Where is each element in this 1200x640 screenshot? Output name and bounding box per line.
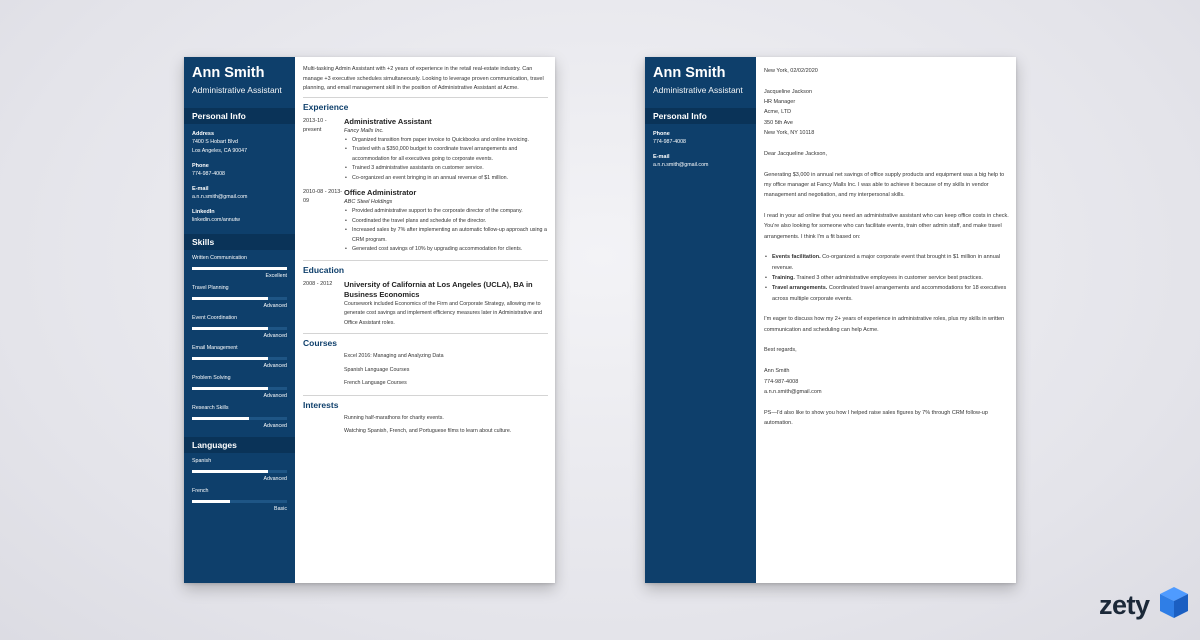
skill-bar-fill	[192, 327, 268, 330]
letter-ps: PS—I'd also like to show you how I helped raise sales figures by 7% through CRM follow-up automation.	[764, 409, 988, 426]
entry-title: University of California at Los Angeles (UCLA), BA in Business Economics	[344, 279, 533, 299]
skill-bar-fill	[192, 417, 249, 420]
languages-list	[184, 458, 295, 513]
skill-item	[184, 375, 295, 400]
skill-name: Spanish	[192, 458, 212, 464]
interest-item: Watching Spanish, French, and Portuguese films to learn about culture.	[344, 428, 512, 434]
skill-bar-fill	[192, 387, 268, 390]
experience-heading: Experience	[303, 97, 548, 112]
skill-bar	[192, 387, 287, 390]
skill-name: Research Skills	[192, 405, 229, 411]
skill-bar	[192, 417, 287, 420]
bullet-text: Co-organized a major corporate event that brought in $1 million in annual revenue.	[772, 254, 1001, 271]
skill-bar	[192, 327, 287, 330]
skill-level: Advanced	[263, 423, 287, 429]
skill-bar	[192, 297, 287, 300]
resume-sidebar	[184, 57, 295, 583]
education-heading: Education	[303, 260, 548, 275]
entry-date: 2008 - 2012	[303, 280, 333, 287]
letter-bullet	[772, 252, 1009, 273]
cover-role: Administrative Assistant	[653, 85, 743, 95]
skill-name: Problem Solving	[192, 375, 231, 381]
entry-desc: Coursework included Economics of the Firm and Corporate Strategy, allowing me to generate cost savings and implement efficiency measures later in Administrative and Office Assistant roles.	[344, 300, 543, 326]
interests-heading: Interests	[303, 395, 548, 410]
bullet-text: Trained 3 other administrative employees in customer service best practices.	[794, 274, 983, 281]
bullet-lead: Travel arrangements.	[772, 285, 828, 292]
info-value: 7400 S Hobart Blvd	[192, 139, 238, 145]
skill-bar-fill	[192, 500, 230, 503]
skill-name: Written Communication	[192, 255, 247, 261]
skill-item	[184, 345, 295, 370]
personal-info-heading: Personal Info	[184, 108, 295, 124]
skills-list	[184, 255, 295, 430]
bullet-lead: Events facilitation.	[772, 254, 821, 261]
resume-summary: Multi-tasking Admin Assistant with +2 years of experience in the retail real-estate industry. Can manage +3 executive schedules simultaneously. Looking to leverage proven communication, travel planning, and email management skill in the position of Administrative Assistant at Acme.	[303, 66, 544, 91]
recipient-line: New York, NY 10118	[764, 129, 815, 136]
skill-level: Advanced	[263, 476, 287, 482]
letter-greeting: Dear Jacqueline Jackson,	[764, 150, 827, 157]
skill-level: Basic	[274, 506, 287, 512]
skill-item	[184, 488, 295, 513]
recipient-line: Jacqueline Jackson	[764, 88, 813, 95]
bullet-lead: Training.	[772, 274, 795, 281]
courses-heading: Courses	[303, 333, 548, 348]
signature-line: a.n.n.smith@gmail.com	[764, 388, 822, 395]
bullet: • Increased sales by 7% after implementing an automatic follow-up approach using a CRM program.	[352, 226, 548, 245]
skill-item	[184, 285, 295, 310]
resume-role: Administrative Assistant	[192, 85, 282, 95]
skill-item	[184, 255, 295, 280]
course-item: Excel 2016: Managing and Analyzing Data	[344, 353, 444, 359]
recipient-line: 350 5th Ave	[764, 119, 793, 126]
resume-name: Ann Smith	[192, 65, 265, 81]
skill-item	[184, 458, 295, 483]
letter-bullet	[772, 273, 1009, 283]
interest-item: Running half-marathons for charity events.	[344, 414, 444, 421]
skill-bar-fill	[192, 357, 268, 360]
bullet: • Organized transition from paper invoice to Quickbooks and online invoicing.	[352, 136, 548, 146]
course-item: French Language Courses	[344, 380, 407, 386]
info-value: Los Angeles, CA 90047	[192, 148, 248, 154]
letter-closing: Best regards,	[764, 347, 797, 354]
skill-bar-fill	[192, 297, 268, 300]
recipient-line: Acme, LTD	[764, 109, 792, 116]
signature-line: 774-987-4008	[764, 378, 799, 385]
info-value: linkedin.com/annutw	[192, 217, 240, 223]
letter-bullet	[772, 283, 1009, 304]
entry-org: Fancy Malls Inc.	[344, 127, 384, 134]
info-label: LinkedIn	[192, 209, 215, 215]
info-value: a.n.n.smith@gmail.com	[192, 194, 248, 200]
skill-level: Advanced	[263, 363, 287, 369]
info-value: 774-987-4008	[192, 171, 225, 177]
experience-entry	[303, 188, 548, 255]
bullet: • Provided administrative support to the corporate director of the company.	[352, 207, 548, 217]
info-value: a.n.n.smith@gmail.com	[653, 162, 709, 168]
info-label: Phone	[192, 163, 209, 169]
cube-icon	[1159, 586, 1189, 620]
skill-name: Travel Planning	[192, 285, 229, 291]
zety-logo	[1099, 586, 1189, 626]
experience-entry	[303, 117, 548, 184]
skill-bar	[192, 500, 287, 503]
personal-info-heading: Personal Info	[645, 108, 756, 124]
skill-level: Advanced	[263, 393, 287, 399]
course-item: Spanish Language Courses	[344, 366, 410, 373]
bullet: • Trusted with a $350,000 budget to coordinate travel arrangements and accommodation for all executives going to corporate events.	[352, 145, 548, 164]
info-label: Address	[192, 131, 215, 137]
resume-page	[184, 57, 555, 583]
languages-heading: Languages	[184, 437, 295, 453]
bullet: • Coordinated the travel plans and schedule of the director.	[352, 217, 548, 227]
info-label: E-mail	[192, 186, 209, 192]
skill-bar	[192, 357, 287, 360]
bullet: • Trained 3 administrative assistants on customer service.	[352, 164, 548, 174]
recipient-line: HR Manager	[764, 99, 796, 106]
info-label: E-mail	[653, 154, 670, 160]
cover-name: Ann Smith	[653, 65, 726, 81]
skill-level: Excellent	[265, 273, 287, 279]
skill-name: Event Coordination	[192, 315, 238, 321]
entry-date: 2013-10 - present	[303, 117, 327, 133]
personal-info-block	[184, 131, 295, 225]
cover-letter-page	[645, 57, 1016, 583]
info-value: 774-987-4008	[653, 139, 686, 145]
entry-title: Office Administrator	[344, 188, 417, 197]
bullet: • Co-organized an event bringing in an annual revenue of $1 million.	[352, 174, 548, 184]
entry-title: Administrative Assistant	[344, 116, 432, 126]
info-label: Phone	[653, 131, 670, 137]
logo-text: zety	[1099, 590, 1150, 620]
bullet-text: Coordinated travel arrangements and accommodations for 18 executives across multiple corporate events.	[772, 285, 1007, 302]
skill-bar-fill	[192, 267, 287, 270]
resume-main	[295, 57, 555, 583]
cover-sidebar	[645, 57, 756, 583]
skill-item	[184, 405, 295, 430]
signature-line: Ann Smith	[764, 368, 790, 375]
skill-bar	[192, 267, 287, 270]
letter-paragraph: I read in your ad online that you need an administrative assistant who can keep office costs in check. You're also looking for someone who can facilitate events, train other admin staff, and make travel arrangements. I think I'm a fit based on:	[764, 212, 1009, 240]
skill-level: Advanced	[263, 303, 287, 309]
letter-date: New York, 02/02/2020	[764, 68, 818, 74]
skill-level: Advanced	[263, 333, 287, 339]
letter-paragraph: Generating $3,000 in annual net savings of office supply products and equipment was a big help to my office manager at Fancy Malls Inc. I was able to achieve it because of my skills in vendor management and negotiation, and my interpersonal skills.	[764, 171, 1005, 199]
cover-body	[756, 57, 1016, 583]
skill-name: French	[192, 488, 209, 494]
bullet: • Generated cost savings of 10% by upgrading accommodation for clients.	[352, 245, 548, 255]
skill-item	[184, 315, 295, 340]
skill-name: Email Management	[192, 345, 238, 351]
skills-heading: Skills	[184, 234, 295, 250]
skill-bar-fill	[192, 470, 268, 473]
entry-date: 2010-08 - 2013-09	[303, 189, 343, 204]
skill-bar	[192, 470, 287, 473]
education-entry	[303, 280, 548, 329]
entry-org: ABC Steel Holdings	[344, 199, 393, 205]
letter-paragraph: I'm eager to discuss how my 2+ years of experience in administrative roles, plus my skills in written communication and scheduling can help Acme.	[764, 316, 1005, 333]
